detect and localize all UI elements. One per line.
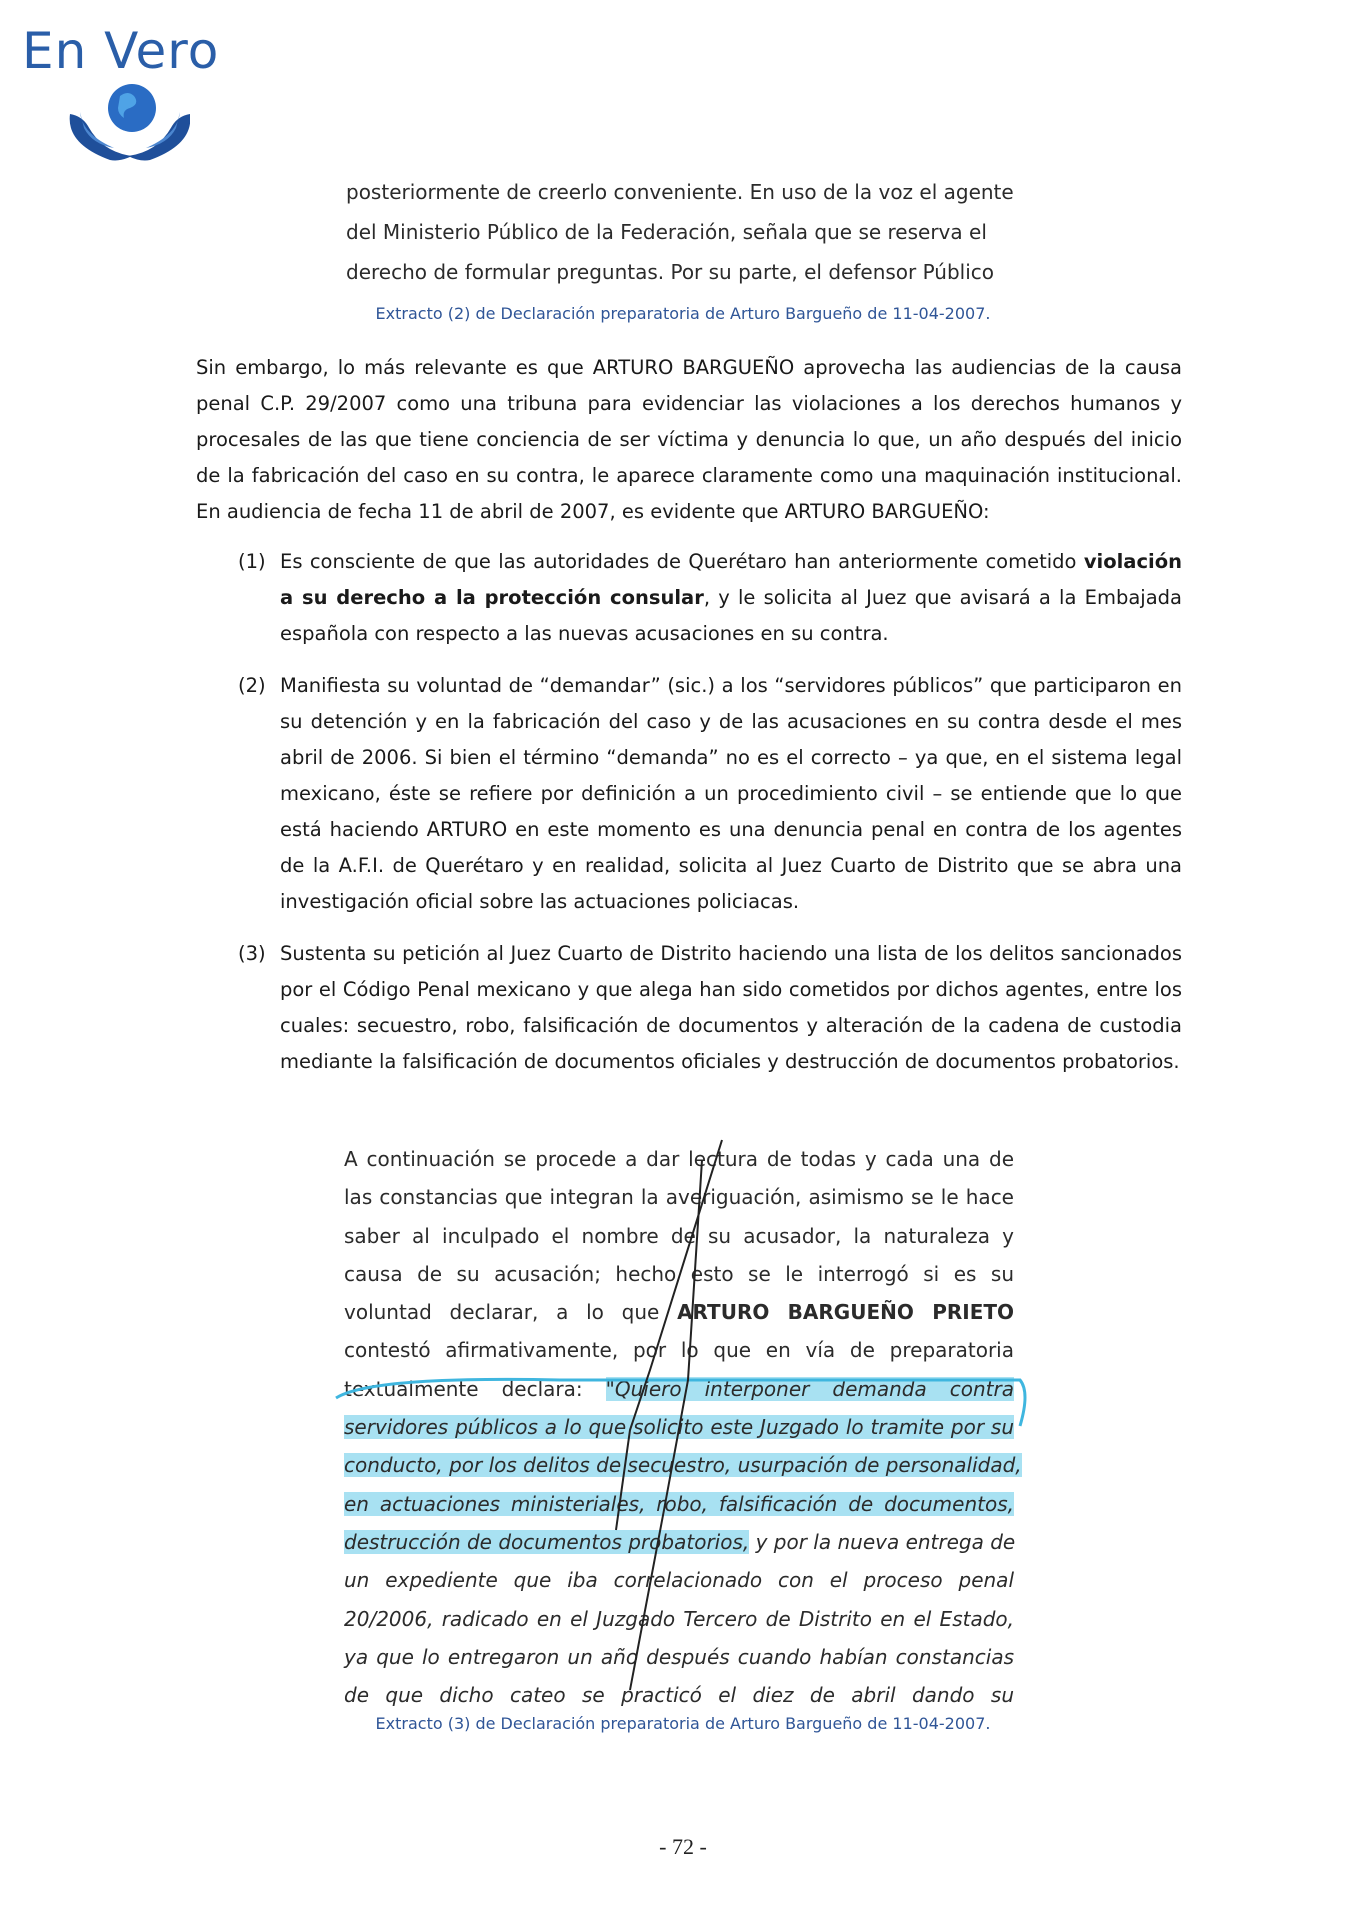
item-number: (2) — [238, 674, 266, 697]
highlighted-quote: "Quiero interponer demanda contra — [605, 1376, 1015, 1401]
scan-line: de que dicho cateo se practicó el diez de abril dando su — [344, 1683, 1014, 1708]
item-number: (3) — [238, 942, 266, 965]
scan-line: saber al inculpado el nombre de su acusador, la naturaleza y — [344, 1223, 1014, 1248]
defendant-name: ARTURO BARGUEÑO PRIETO — [677, 1300, 1015, 1325]
scan-line: posteriormente de creerlo conveniente. En uso de la voz el agente — [346, 180, 1014, 204]
scan-line: causa de su acusación; hecho esto se le interrogó si es su — [344, 1261, 1014, 1286]
highlighted-text: destrucción de documentos probatorios, — [344, 1529, 750, 1554]
scan-text: textualmente declara: — [344, 1376, 583, 1401]
item-text: Sustenta su petición al Juez Cuarto de Distrito haciendo una lista de los delitos sancionados por el Código Penal mexicano y que alega han sido cometidos por dichos agentes, entre los cuales: secuestro, robo, falsificación de documentos y alteración de la cadena de custodia mediante la falsificación de documentos oficiales y destrucción de documentos probatorios. — [280, 942, 1182, 1073]
numbered-list — [238, 544, 1182, 1096]
body-paragraph: Sin embargo, lo más relevante es que ARTURO BARGUEÑO aprovecha las audiencias de la causa penal C.P. 29/2007 como una tribuna para evidenciar las violaciones a los derechos humanos y procesales de las que tiene conciencia de ser víctima y denuncia lo que, un año después del inicio de la fabricación del caso en su contra, le aparece claramente como una maquinación institucional. En audiencia de fecha 11 de abril de 2007, es evidente que ARTURO BARGUEÑO: — [196, 356, 1182, 523]
item-text: Manifiesta su voluntad de “demandar” (sic.) a los “servidores públicos” que participaron en su detención y en la fabricación del caso y de las acusaciones en su contra desde el mes abril de 2006. Si bien el término “demanda” no es el correcto – ya que, en el sistema legal mexicano, éste se refiere por definición a un procedimiento civil – se entiende que lo que está haciendo ARTURO en este momento es una denuncia penal en contra de los agentes de la A.F.I. de Querétaro y en realidad, solicita al Juez Cuarto de Distrito que se abra una investigación oficial sobre las actuaciones policiacas. — [280, 674, 1182, 913]
scan-line: un expediente que iba correlacionado con el proceso penal — [344, 1568, 1014, 1593]
globe-hands-icon — [40, 54, 190, 174]
item-number: (1) — [238, 550, 266, 573]
list-item — [238, 668, 1182, 920]
scan-text: voluntad declarar, a lo que — [344, 1300, 660, 1325]
scan-line: ya que lo entregaron un año después cuando habían constancias — [344, 1644, 1014, 1669]
pen-strokes — [330, 1130, 1050, 1730]
scan-line: del Ministerio Público de la Federación, señala que se reserva el — [346, 220, 987, 244]
scan-line: A continuación se procede a dar lectura de todas y cada una de — [344, 1147, 1014, 1171]
extract-3-caption: Extracto (3) de Declaración preparatoria de Arturo Bargueño de 11-04-2007. — [375, 1714, 991, 1733]
logo-text: En Vero — [22, 22, 220, 80]
scan-line: 20/2006, radicado en el Juzgado Tercero de Distrito en el Estado, — [344, 1606, 1014, 1631]
highlighted-text: en actuaciones ministeriales, robo, falsificación de documentos, — [344, 1491, 1014, 1516]
scan-line: derecho de formular preguntas. Por su parte, el defensor Público — [346, 260, 995, 284]
scan-line: las constancias que integran la averiguación, asimismo se le hace — [344, 1185, 1014, 1210]
highlighted-text: servidores públicos a lo que solicito este Juzgado lo tramite por su — [344, 1415, 1014, 1440]
list-item — [238, 936, 1182, 1080]
list-item — [238, 544, 1182, 652]
item-text: Es consciente de que las autoridades de Querétaro han anteriormente cometido — [280, 550, 1084, 573]
item-text: , y le solicita al Juez que avisará a la Embajada española con respecto a las nuevas acusaciones en su contra. — [280, 586, 1182, 645]
highlighted-text: conducto, por los delitos de secuestro, usurpación de personalidad, — [344, 1453, 1022, 1478]
item-bold-text: violación a su derecho a la protección consular — [280, 550, 1182, 609]
scan-text: y por la nueva entrega de — [749, 1529, 1016, 1554]
extract-2-caption: Extracto (2) de Declaración preparatoria de Arturo Bargueño de 11-04-2007. — [375, 304, 991, 323]
en-vero-logo — [20, 18, 220, 168]
scan-line: contestó afirmativamente, por lo que en vía de preparatoria — [344, 1338, 1014, 1363]
extract-2-scan — [346, 172, 1046, 292]
page-number: - 72 - — [659, 1834, 707, 1859]
